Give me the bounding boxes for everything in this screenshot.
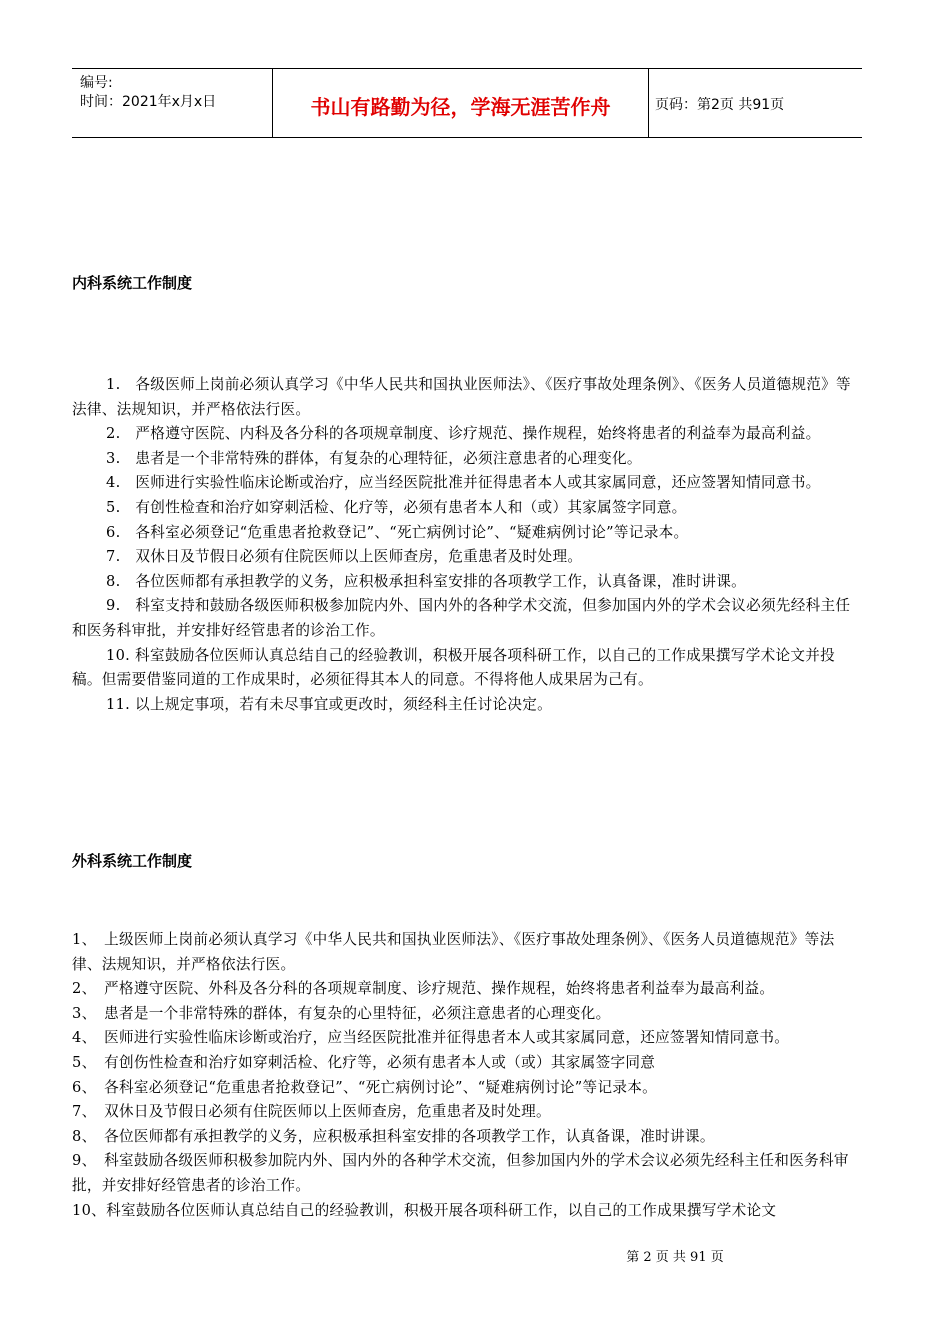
list-item: 10. 科室鼓励各位医师认真总结自己的经验教训，积极开展各项科研工作，以自己的工作成果撰写学术论文并投稿。但需要借鉴同道的工作成果时，必须征得其本人的同意。不得将他人成果居为己有。 <box>72 646 836 689</box>
header-page-info: 页码：第2页 共91页 <box>655 97 785 113</box>
header-page-cell <box>649 69 862 137</box>
external-section-title: 外科系统工作制度 <box>72 852 193 870</box>
list-item: 9. 科室支持和鼓励各级医师积极参加院内外、国内外的各种学术交流，但参加国内外的学术会议必须先经科主任和医务科审批，并安排好经管患者的诊治工作。 <box>72 597 851 639</box>
list-item: 9、 科室鼓励各级医师积极参加院内外、国内外的各种学术交流，但参加国内外的学术会议必须先经科主任和医务科审批，并安排好经管患者的诊治工作。 <box>72 1152 849 1194</box>
document-time-label: 时间：2021年x月x日 <box>80 94 217 110</box>
list-item: 1. 各级医师上岗前必须认真学习《中华人民共和国执业医师法》、《医疗事故处理条例》、《医务人员道德规范》等法律、法规知识，并严格依法行医。 <box>72 376 851 418</box>
external-rules-list <box>72 928 862 1223</box>
list-item: 6、 各科室必须登记“危重患者抢救登记”、“死亡病例讨论”、“疑难病例讨论”等记录本。 <box>72 1078 658 1096</box>
list-item: 4. 医师进行实验性临床论断或治疗，应当经医院批准并征得患者本人或其家属同意，还应签署知情同意书。 <box>106 474 821 492</box>
internal-section-title: 内科系统工作制度 <box>72 274 193 292</box>
list-item: 10、科室鼓励各位医师认真总结自己的经验教训，积极开展各项科研工作，以自己的工作成果撰写学术论文 <box>72 1201 777 1219</box>
list-item: 1、 上级医师上岗前必须认真学习《中华人民共和国执业医师法》、《医疗事故处理条例》、《医务人员道德规范》等法律、法规知识，并严格依法行医。 <box>72 931 835 973</box>
list-item: 8. 各位医师都有承担教学的义务，应积极承担科室安排的各项教学工作，认真备课，准时讲课。 <box>106 572 747 590</box>
internal-rules-list <box>72 373 862 717</box>
page-footer <box>0 1246 950 1265</box>
list-item: 5. 有创性检查和治疗如穿刺活检、化疗等，必须有患者本人和（或）其家属签字同意。 <box>106 498 687 516</box>
header-motto-cell <box>273 69 649 137</box>
list-item: 8、 各位医师都有承担教学的义务，应积极承担科室安排的各项教学工作，认真备课，准时讲课。 <box>72 1127 715 1145</box>
footer-page-number: 第 2 页 共 91 页 <box>626 1250 724 1265</box>
header-meta-cell <box>72 69 273 137</box>
list-item: 11. 以上规定事项，若有未尽事宜或更改时，须经科主任讨论决定。 <box>106 695 553 713</box>
list-item: 7. 双休日及节假日必须有住院医师以上医师查房，危重患者及时处理。 <box>106 548 583 566</box>
list-item: 7、 双休日及节假日必须有住院医师以上医师查房，危重患者及时处理。 <box>72 1103 551 1121</box>
header-motto: 书山有路勤为径，学海无涯苦作舟 <box>310 95 611 119</box>
list-item: 2、 严格遵守医院、外科及各分科的各项规章制度、诊疗规范、操作规程，始终将患者利益奉为最高利益。 <box>72 980 775 998</box>
list-item: 6. 各科室必须登记“危重患者抢救登记”、“死亡病例讨论”、“疑难病例讨论”等记录本。 <box>106 523 689 541</box>
list-item: 2. 严格遵守医院、内科及各分科的各项规章制度、诊疗规范、操作规程，始终将患者的利益奉为最高利益。 <box>106 425 821 443</box>
page-header <box>72 68 862 138</box>
list-item: 3、 患者是一个非常特殊的群体，有复杂的心里特征，必须注意患者的心理变化。 <box>72 1004 611 1022</box>
document-number-label: 编号: <box>80 75 113 91</box>
list-item: 3. 患者是一个非常特殊的群体，有复杂的心理特征，必须注意患者的心理变化。 <box>106 449 642 467</box>
list-item: 5、 有创伤性检查和治疗如穿刺活检、化疗等，必须有患者本人或（或）其家属签字同意 <box>72 1053 656 1071</box>
list-item: 4、 医师进行实验性临床诊断或治疗，应当经医院批准并征得患者本人或其家属同意，还应签署知情同意书。 <box>72 1029 790 1047</box>
